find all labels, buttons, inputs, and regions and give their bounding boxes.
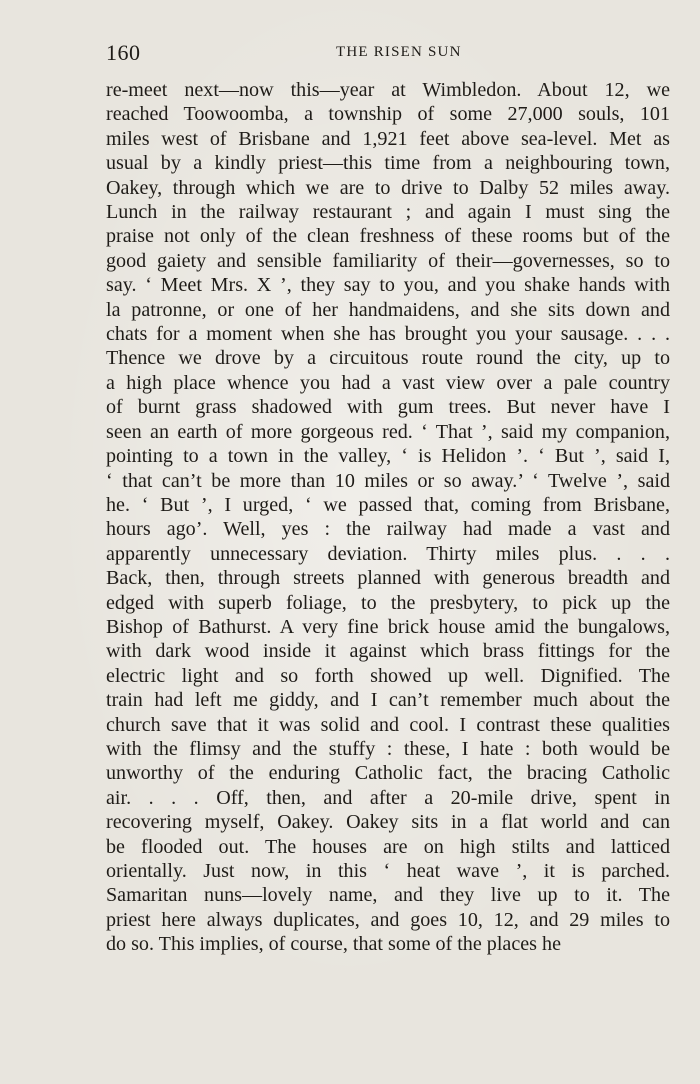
text-line: church save that it was solid and cool. I contrast these qualities xyxy=(106,713,670,736)
text-line: reached Toowoomba, a township of some 27,000 souls, 101 xyxy=(106,103,670,126)
text-line: train had left me giddy, and I can’t remember much about the xyxy=(106,689,670,712)
text-line: la patronne, or one of her handmaidens, and she sits down and xyxy=(106,298,670,321)
body-text xyxy=(106,78,670,957)
page-header xyxy=(106,40,664,70)
text-line: Lunch in the railway restaurant ; and again I must sing the xyxy=(106,201,670,224)
text-line: with the flimsy and the stuffy : these, I hate : both would be xyxy=(106,737,670,760)
text-line: say. ‘ Meet Mrs. X ’, they say to you, and you shake hands with xyxy=(106,274,670,297)
text-line: do so. This implies, of course, that some of the places he xyxy=(106,933,561,956)
text-line: good gaiety and sensible familiarity of their—governesses, so to xyxy=(106,249,670,272)
text-line: he. ‘ But ’, I urged, ‘ we passed that, coming from Brisbane, xyxy=(106,493,670,516)
text-line: orientally. Just now, in this ‘ heat wave ’, it is parched. xyxy=(106,860,670,882)
text-line: usual by a kindly priest—this time from a neighbouring town, xyxy=(106,152,670,175)
text-line: Bishop of Bathurst. A very fine brick house amid the bungalows, xyxy=(106,615,670,638)
text-line: Samaritan nuns—lovely name, and they live up to it. The xyxy=(106,884,670,907)
text-line: be flooded out. The houses are on high stilts and latticed xyxy=(106,835,670,858)
text-line: re-meet next—now this—year at Wimbledon. About 12, we xyxy=(106,79,670,101)
text-line: chats for a moment when she has brought you your sausage. . . . xyxy=(106,323,670,346)
text-line: of burnt grass shadowed with gum trees. But never have I xyxy=(106,396,670,419)
text-line: recovering myself, Oakey. Oakey sits in a flat world and can xyxy=(106,811,670,834)
text-line: Thence we drove by a circuitous route round the city, up to xyxy=(106,347,670,370)
text-line: miles west of Brisbane and 1,921 feet above sea-level. Met as xyxy=(106,127,670,150)
text-line: apparently unnecessary deviation. Thirty miles plus. . . . xyxy=(106,542,670,565)
text-line: praise not only of the clean freshness of these rooms but of the xyxy=(106,225,670,248)
text-line: unworthy of the enduring Catholic fact, the bracing Catholic xyxy=(106,762,670,785)
text-line: seen an earth of more gorgeous red. ‘ That ’, said my companion, xyxy=(106,420,670,443)
running-title: THE RISEN SUN xyxy=(336,44,462,60)
text-line: Back, then, through streets planned with generous breadth and xyxy=(106,567,670,590)
text-line: edged with superb foliage, to the presbytery, to pick up the xyxy=(106,591,670,614)
text-line: with dark wood inside it against which brass fittings for the xyxy=(106,640,670,663)
text-line: priest here always duplicates, and goes 10, 12, and 29 miles to xyxy=(106,908,670,931)
text-line: ‘ that can’t be more than 10 miles or so away.’ ‘ Twelve ’, said xyxy=(106,469,670,492)
text-line: Oakey, through which we are to drive to Dalby 52 miles away. xyxy=(106,176,670,199)
text-line: air. . . . Off, then, and after a 20-mile drive, spent in xyxy=(106,786,670,809)
text-line: hours ago’. Well, yes : the railway had made a vast and xyxy=(106,518,670,541)
text-line: pointing to a town in the valley, ‘ is Helidon ’. ‘ But ’, said I, xyxy=(106,445,670,468)
text-line: electric light and so forth showed up well. Dignified. The xyxy=(106,664,670,687)
page-number: 160 xyxy=(106,40,141,65)
text-line: a high place whence you had a vast view over a pale country xyxy=(106,371,670,394)
